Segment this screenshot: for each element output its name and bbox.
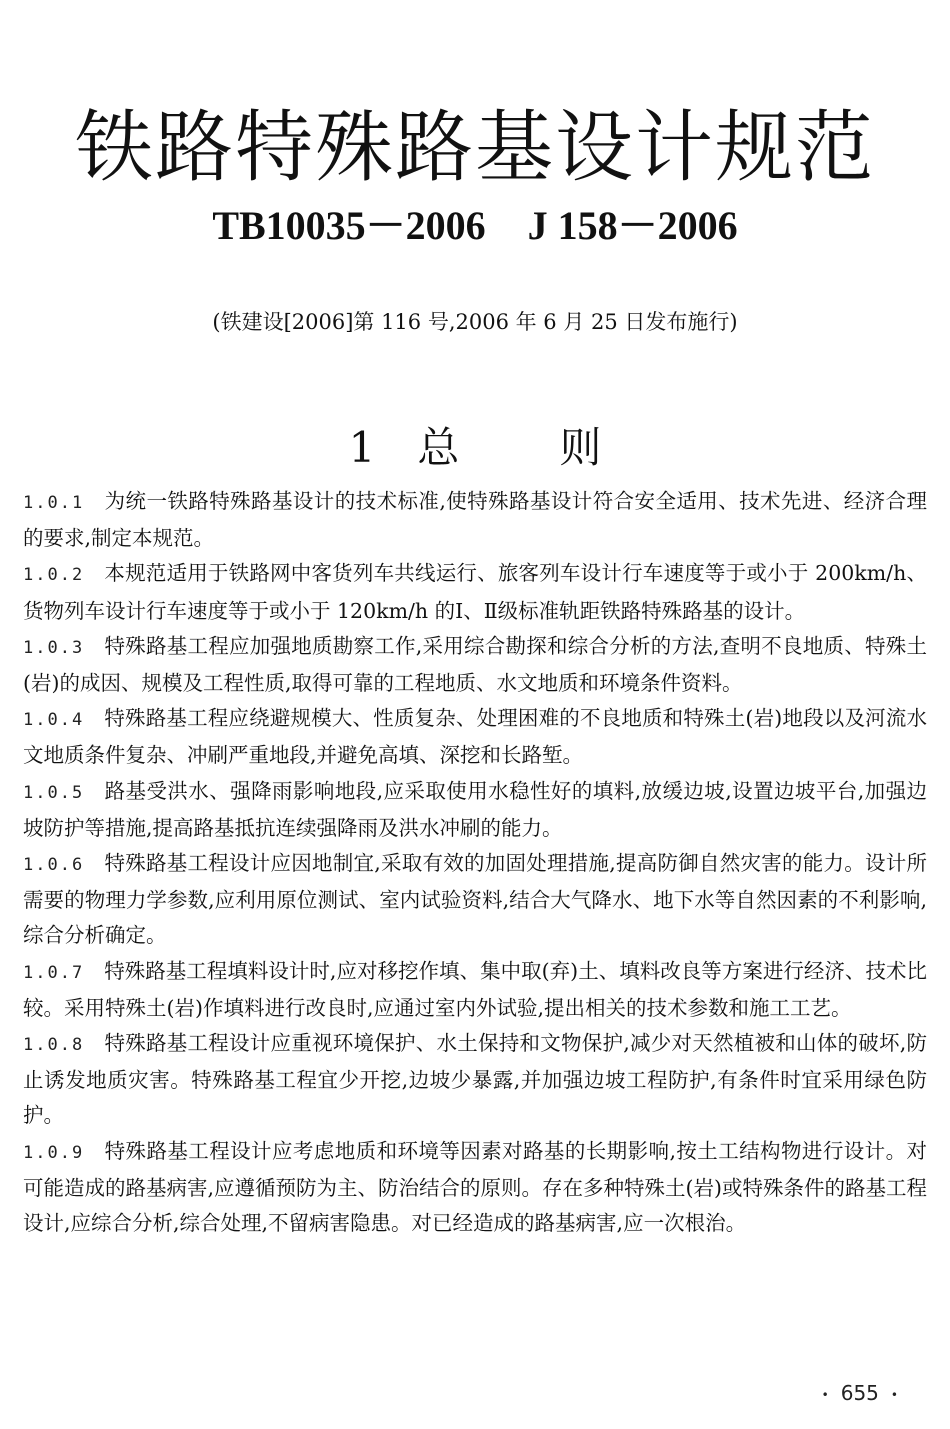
clause-text: 特殊路基工程设计应因地制宜,采取有效的加固处理措施,提高防御自然灾害的能力。设计所需要的物理力学参数,应利用原位测试、室内试验资料,结合大气降水、地下水等自然因素的不利影响,综合分析确定。	[23, 851, 927, 948]
clause-number: 1.0.2	[23, 565, 85, 586]
clause-text: 为统一铁路特殊路基设计的技术标准,使特殊路基设计符合安全适用、技术先进、经济合理的要求,制定本规范。	[23, 489, 927, 551]
clause-1-0-6	[23, 846, 927, 954]
page-number-value: 655	[840, 1381, 879, 1405]
clause-1-0-9	[23, 1134, 927, 1242]
clause-1-0-8	[23, 1026, 927, 1134]
clause-number: 1.0.3	[23, 637, 85, 658]
clause-1-0-1	[23, 484, 927, 556]
clause-1-0-5	[23, 774, 927, 846]
clause-text: 特殊路基工程设计应考虑地质和环境等因素对路基的长期影响,按土工结构物进行设计。对可能造成的路基病害,应遵循预防为主、防治结合的原则。存在多种特殊土(岩)或特殊条件的路基工程设计,应综合分析,综合处理,不留病害隐患。对已经造成的路基病害,应一次根治。	[23, 1138, 928, 1236]
clause-number: 1.0.8	[23, 1035, 85, 1056]
bullet-right: •	[890, 1387, 898, 1402]
chapter-heading	[0, 420, 950, 476]
clause-text: 特殊路基工程应加强地质勘察工作,采用综合勘探和综合分析的方法,查明不良地质、特殊土(岩)的成因、规模及工程性质,取得可靠的工程地质、水文地质和环境条件资料。	[23, 633, 927, 696]
standard-code-j: J 158－2006	[527, 203, 738, 248]
clause-number: 1.0.7	[23, 962, 85, 983]
chapter-title-part2: 则	[559, 423, 602, 472]
clause-number: 1.0.5	[23, 782, 85, 803]
clause-number: 1.0.6	[23, 855, 85, 876]
clause-number: 1.0.1	[23, 493, 85, 513]
clause-text: 本规范适用于铁路网中客货列车共线运行、旅客列车设计行车速度等于或小于 200km/h、货物列车设计行车速度等于或小于 120km/h 的Ⅰ、Ⅱ级标准轨距铁路特殊路基的设计。	[23, 561, 927, 623]
clause-1-0-3	[23, 629, 927, 701]
clause-text: 路基受洪水、强降雨影响地段,应采取使用水稳性好的填料,放缓边坡,设置边坡平台,加强边坡防护等措施,提高路基抵抗连续强降雨及洪水冲刷的能力。	[23, 778, 927, 840]
chapter-title-part1: 总	[417, 423, 460, 472]
clause-text: 特殊路基工程填料设计时,应对移挖作填、集中取(弃)土、填料改良等方案进行经济、技术比较。采用特殊土(岩)作填料进行改良时,应通过室内外试验,提出相关的技术参数和施工工艺。	[23, 958, 927, 1020]
chapter-number: 1	[348, 423, 376, 472]
clause-number: 1.0.9	[23, 1142, 85, 1163]
clause-number: 1.0.4	[23, 710, 85, 731]
page-number	[810, 1378, 910, 1410]
clause-list	[23, 484, 927, 1241]
clause-text: 特殊路基工程设计应重视环境保护、水土保持和文物保护,减少对天然植被和山体的破坏,防止诱发地质灾害。特殊路基工程宜少开挖,边坡少暴露,并加强边坡工程防护,有条件时宜采用绿色防护。	[23, 1031, 927, 1128]
standard-code-tb: TB10035－2006	[212, 203, 486, 248]
standard-code	[0, 202, 950, 250]
issue-note: (铁建设[2006]第 116 号,2006 年 6 月 25 日发布施行)	[212, 310, 738, 334]
clause-1-0-7	[23, 954, 927, 1026]
bullet-left: •	[821, 1387, 829, 1402]
clause-1-0-2	[23, 556, 927, 628]
document-title: 铁路特殊路基设计规范	[74, 103, 875, 193]
clause-text: 特殊路基工程应绕避规模大、性质复杂、处理困难的不良地质和特殊土(岩)地段以及河流水文地质条件复杂、冲刷严重地段,并避免高填、深挖和长路堑。	[23, 706, 927, 768]
clause-1-0-4	[23, 701, 927, 773]
